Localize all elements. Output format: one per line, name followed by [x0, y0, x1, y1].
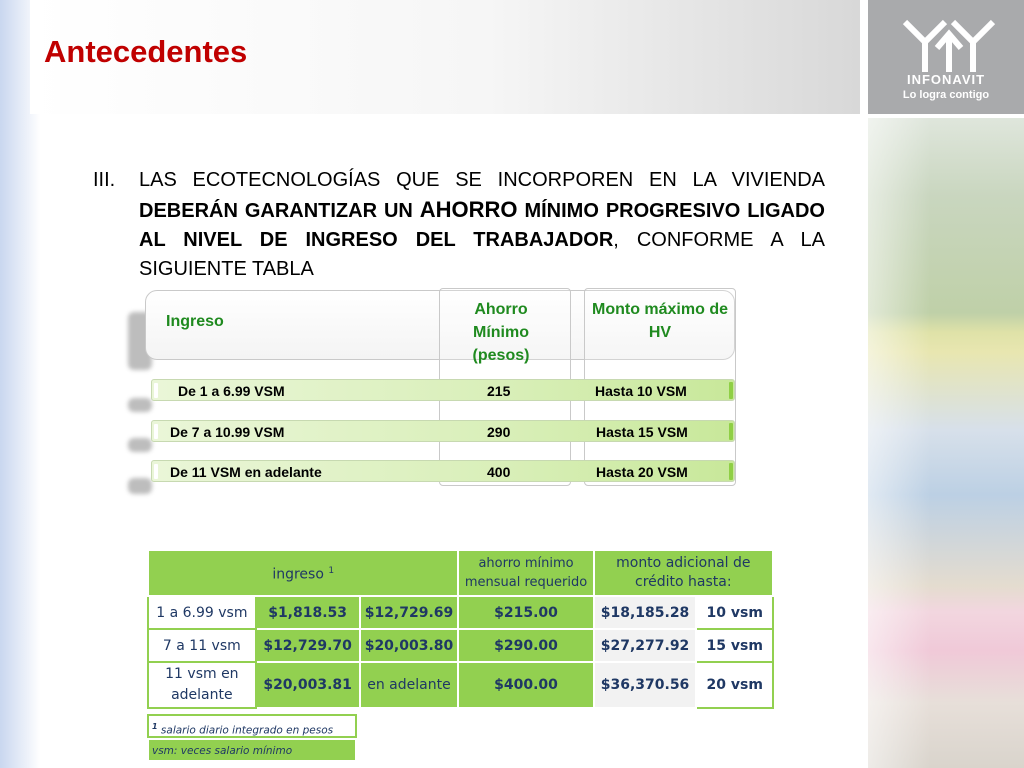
row-monto: Hasta 15 VSM: [596, 424, 688, 440]
cell-hasta: $20,003.80: [360, 629, 459, 662]
cell-hasta: $12,729.69: [360, 596, 459, 629]
footnote-sdi: [147, 714, 357, 738]
paragraph-text: [139, 166, 825, 284]
cell-rango: 7 a 11 vsm: [148, 629, 256, 662]
table-row: [151, 379, 735, 401]
paragraph-part1: LAS ECOTECNOLOGÍAS QUE SE INCORPOREN EN LA VIVIENDA: [139, 169, 825, 191]
cell-vsm: 20 vsm: [696, 662, 773, 708]
table-row: [148, 596, 773, 629]
paragraph-number: III.: [93, 169, 116, 191]
cell-desde: $1,818.53: [256, 596, 360, 629]
table-shadow: [128, 398, 152, 412]
body-paragraph: [93, 166, 825, 284]
cell-ahorro: $215.00: [458, 596, 593, 629]
header-ingreso-label: ingreso: [272, 566, 324, 583]
table-row: [148, 629, 773, 662]
cell-rango: 11 vsm en adelante: [148, 662, 256, 708]
logo-name: INFONAVIT: [906, 72, 986, 87]
row-monto: Hasta 10 VSM: [595, 383, 687, 399]
footnotes: [147, 714, 357, 762]
row-ingreso: De 11 VSM en adelante: [170, 464, 322, 480]
cell-desde: $12,729.70: [256, 629, 360, 662]
cell-vsm: 10 vsm: [696, 596, 773, 629]
header-ahorro: Ahorro Mínimo (pesos): [472, 301, 530, 364]
row-ingreso: De 1 a 6.99 VSM: [178, 383, 285, 399]
table-shadow: [128, 438, 152, 452]
table-row: [148, 662, 773, 708]
header-ingreso: [148, 550, 458, 596]
paragraph-part2: , CONFORME A LA SIGUIENTE TABLA: [139, 229, 825, 280]
footnote-sdi-text: salario diario integrado en pesos: [160, 724, 334, 737]
cell-hasta: en adelante: [360, 662, 459, 708]
logo-slogan: Lo logra contigo: [902, 89, 990, 101]
cell-desde: $20,003.81: [256, 662, 360, 708]
cell-rango: 1 a 6.99 vsm: [148, 596, 256, 629]
cell-monto: $27,277.92: [594, 629, 697, 662]
table-row: [151, 460, 735, 482]
header-ahorro: ahorro mínimo mensual requerido: [458, 550, 593, 596]
table-row: [151, 420, 735, 442]
left-background-fade: [0, 0, 40, 768]
paragraph-bold2: MÍNIMO PROGRESIVO LIGADO AL NIVEL DE INGRESO DEL TRABAJADOR: [139, 200, 825, 251]
cell-monto: $36,370.56: [594, 662, 697, 708]
building-photo-strip: [868, 118, 1024, 768]
page-title: Antecedentes: [44, 34, 248, 69]
paragraph-bold-big: AHORRO: [419, 197, 518, 222]
footnote-sdi-superscript: 1: [152, 722, 158, 731]
infonavit-house-figures-icon: [901, 18, 997, 74]
header-ingreso-superscript: 1: [328, 565, 335, 576]
row-ahorro: 215: [487, 383, 511, 399]
footnote-vsm: vsm: veces salario mínimo: [147, 738, 357, 762]
table-shadow: [128, 478, 152, 494]
header-monto: monto adicional de crédito hasta:: [594, 550, 773, 596]
row-monto: Hasta 20 VSM: [596, 464, 688, 480]
infonavit-logo: [868, 0, 1024, 114]
income-credit-table: [147, 549, 774, 709]
row-ahorro: 290: [487, 424, 511, 440]
table-header-row: [148, 550, 773, 596]
header-monto: Monto máximo de HV: [591, 301, 728, 341]
cell-vsm: 15 vsm: [696, 629, 773, 662]
cell-ahorro: $290.00: [458, 629, 593, 662]
row-ingreso: De 7 a 10.99 VSM: [170, 424, 285, 440]
paragraph-bold1: DEBERÁN GARANTIZAR UN: [139, 200, 420, 222]
cell-monto: $18,185.28: [594, 596, 697, 629]
row-ahorro: 400: [487, 464, 511, 480]
header-ingreso: Ingreso: [166, 313, 224, 330]
cell-ahorro: $400.00: [458, 662, 593, 708]
